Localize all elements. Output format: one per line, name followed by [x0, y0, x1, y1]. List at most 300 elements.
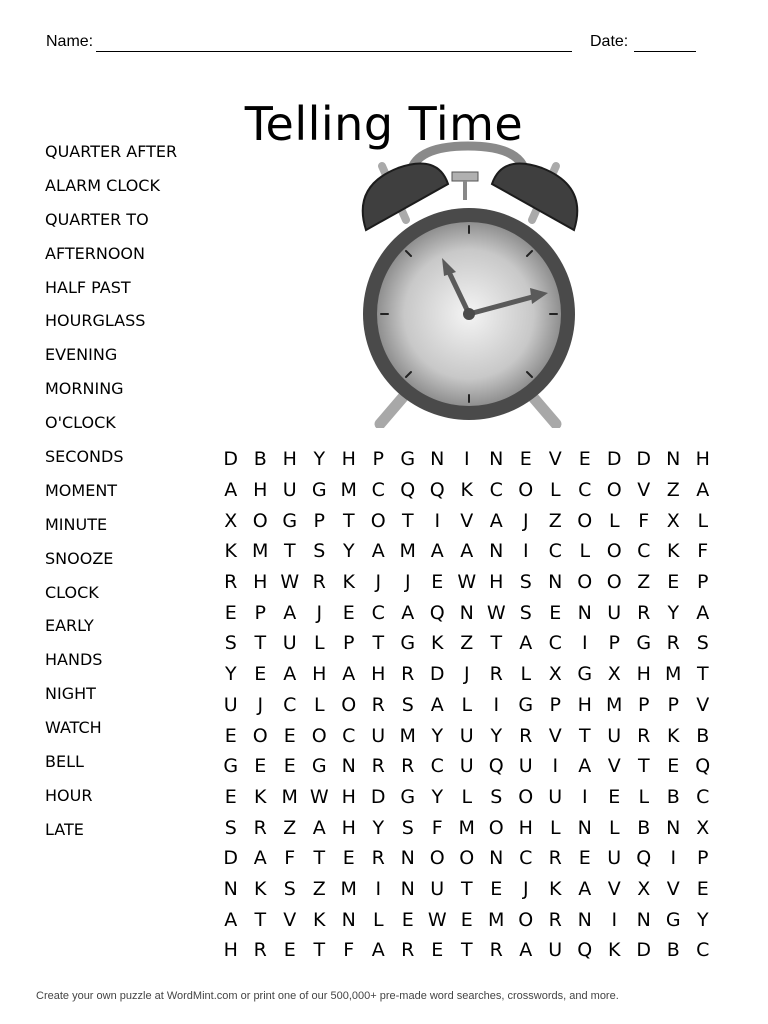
grid-letter: N — [577, 816, 592, 839]
grid-letter: V — [548, 724, 562, 747]
grid-letter: P — [608, 632, 620, 655]
word-list-item: HOURGLASS — [45, 311, 146, 331]
grid-letter: Q — [429, 479, 445, 502]
grid-letter: V — [607, 877, 621, 900]
grid-letter: O — [518, 479, 534, 502]
grid-letter: Q — [429, 601, 445, 624]
grid-letter: K — [667, 540, 680, 563]
grid-letter: Q — [695, 755, 711, 778]
word-list-item: SNOOZE — [45, 548, 114, 568]
grid-letter: E — [224, 601, 237, 624]
grid-letter: A — [430, 693, 444, 716]
grid-letter: S — [696, 632, 709, 655]
grid-letter: E — [578, 847, 591, 870]
grid-letter: U — [459, 755, 474, 778]
grid-letter: O — [606, 571, 622, 594]
grid-letter: J — [375, 571, 382, 594]
grid-letter: R — [253, 816, 267, 839]
grid-letter: K — [549, 877, 562, 900]
grid-letter: L — [638, 785, 650, 808]
grid-letter: Z — [666, 479, 680, 502]
grid-letter: Z — [548, 509, 562, 532]
grid-letter: S — [401, 693, 414, 716]
grid-letter: N — [489, 448, 504, 471]
grid-letter: O — [518, 908, 534, 931]
grid-letter: L — [579, 540, 591, 563]
grid-letter: A — [283, 663, 297, 686]
grid-letter: F — [638, 509, 650, 532]
grid-letter: A — [253, 847, 267, 870]
grid-letter: R — [371, 847, 385, 870]
word-list-item: AFTERNOON — [45, 243, 145, 263]
grid-letter: J — [257, 693, 264, 716]
grid-letter: E — [283, 939, 296, 962]
grid-letter: H — [223, 939, 238, 962]
grid-letter: M — [340, 877, 357, 900]
grid-letter: U — [607, 847, 622, 870]
grid-letter: E — [696, 877, 709, 900]
grid-letter: N — [400, 877, 415, 900]
grid-letter: A — [224, 908, 238, 931]
grid-letter: A — [519, 632, 533, 655]
grid-letter: C — [548, 632, 562, 655]
grid-letter: D — [223, 448, 239, 471]
word-list-item: QUARTER AFTER — [45, 142, 178, 161]
grid-letter: S — [224, 816, 237, 839]
grid-letter: H — [341, 448, 356, 471]
grid-letter: N — [577, 601, 592, 624]
grid-letter: C — [371, 479, 385, 502]
grid-letter: B — [666, 785, 680, 808]
grid-letter: L — [608, 816, 620, 839]
grid-letter: I — [375, 877, 382, 900]
alarm-clock-icon — [358, 138, 582, 428]
grid-letter: L — [313, 632, 325, 655]
grid-letter: J — [522, 877, 529, 900]
grid-letter: T — [490, 632, 503, 655]
grid-letter: E — [224, 724, 237, 747]
grid-letter: K — [224, 540, 237, 563]
grid-letter: G — [400, 785, 416, 808]
grid-letter: O — [341, 693, 357, 716]
grid-letter: X — [637, 877, 651, 900]
grid-letter: N — [577, 908, 592, 931]
grid-letter: S — [224, 632, 237, 655]
grid-letter: E — [667, 755, 680, 778]
grid-letter: I — [581, 785, 588, 808]
grid-letter: W — [309, 785, 329, 808]
grid-letter: T — [313, 939, 326, 962]
grid-letter: C — [519, 847, 533, 870]
grid-letter: F — [284, 847, 296, 870]
grid-letter: P — [343, 632, 355, 655]
grid-letter: E — [283, 724, 296, 747]
grid-letter: O — [577, 571, 593, 594]
grid-letter: I — [463, 448, 470, 471]
grid-letter: P — [638, 693, 650, 716]
word-list-item: CLOCK — [45, 582, 99, 602]
grid-letter: M — [252, 540, 269, 563]
grid-letter: L — [461, 785, 473, 808]
grid-letter: J — [316, 601, 323, 624]
grid-letter: T — [696, 663, 709, 686]
grid-letter: X — [607, 663, 621, 686]
grid-letter: D — [429, 663, 445, 686]
grid-letter: G — [282, 509, 298, 532]
grid-letter: L — [372, 908, 384, 931]
word-list-item: WATCH — [45, 718, 102, 738]
grid-letter: C — [342, 724, 356, 747]
grid-letter: A — [371, 540, 385, 563]
grid-letter: Q — [636, 847, 652, 870]
word-list-item: QUARTER TO — [45, 209, 149, 229]
grid-letter: U — [371, 724, 386, 747]
grid-letter: V — [607, 755, 621, 778]
grid-letter: E — [431, 571, 444, 594]
grid-letter: L — [549, 816, 561, 839]
grid-letter: L — [313, 693, 325, 716]
grid-letter: C — [696, 785, 710, 808]
grid-letter: I — [670, 847, 677, 870]
grid-letter: L — [549, 479, 561, 502]
grid-letter: P — [697, 571, 709, 594]
grid-letter: Q — [400, 479, 416, 502]
grid-letter: H — [341, 816, 356, 839]
grid-letter: C — [548, 540, 562, 563]
grid-letter: A — [696, 479, 710, 502]
grid-letter: E — [254, 755, 267, 778]
word-list-item: LATE — [45, 819, 84, 839]
grid-letter: R — [637, 601, 651, 624]
date-label: Date: — [590, 33, 629, 50]
grid-letter: K — [342, 571, 355, 594]
grid-letter: N — [548, 571, 563, 594]
grid-letter: P — [372, 448, 384, 471]
grid-letter: C — [637, 540, 651, 563]
grid-letter: E — [342, 601, 355, 624]
grid-letter: E — [224, 785, 237, 808]
grid-letter: P — [667, 693, 679, 716]
grid-letter: N — [666, 448, 681, 471]
grid-letter: M — [665, 663, 682, 686]
grid-letter: V — [696, 693, 710, 716]
grid-letter: Q — [577, 939, 593, 962]
grid-letter: T — [342, 509, 355, 532]
grid-letter: Z — [460, 632, 474, 655]
date-field-line — [634, 51, 696, 52]
grid-letter: P — [254, 601, 266, 624]
grid-letter: U — [282, 632, 297, 655]
grid-letter: E — [549, 601, 562, 624]
grid-letter: O — [488, 816, 504, 839]
grid-letter: H — [341, 785, 356, 808]
grid-letter: O — [370, 509, 386, 532]
grid-letter: A — [578, 755, 592, 778]
grid-letter: R — [224, 571, 238, 594]
grid-letter: S — [313, 540, 326, 563]
grid-letter: N — [489, 847, 504, 870]
grid-letter: R — [401, 939, 415, 962]
word-list-item: MOMENT — [45, 480, 118, 500]
word-search-grid — [216, 444, 718, 966]
grid-letter: M — [458, 816, 475, 839]
grid-letter: A — [224, 479, 238, 502]
grid-letter: Y — [490, 724, 503, 747]
grid-letter: W — [280, 571, 300, 594]
grid-letter: O — [252, 509, 268, 532]
grid-letter: H — [489, 571, 504, 594]
grid-letter: R — [312, 571, 326, 594]
grid-letter: C — [578, 479, 592, 502]
grid-letter: Q — [488, 755, 504, 778]
grid-letter: T — [460, 939, 473, 962]
grid-letter: J — [404, 571, 411, 594]
grid-letter: P — [549, 693, 561, 716]
grid-letter: I — [611, 908, 618, 931]
grid-letter: F — [431, 816, 443, 839]
grid-letter: E — [254, 663, 267, 686]
grid-letter: I — [522, 540, 529, 563]
word-list-item: HALF PAST — [45, 277, 131, 297]
grid-letter: T — [372, 632, 385, 655]
grid-letter: D — [223, 847, 239, 870]
word-list — [45, 141, 220, 853]
grid-letter: W — [486, 601, 506, 624]
word-list-item: EVENING — [45, 345, 118, 365]
grid-letter: E — [431, 939, 444, 962]
grid-letter: I — [434, 509, 441, 532]
grid-letter: A — [371, 939, 385, 962]
grid-letter: H — [695, 448, 710, 471]
grid-letter: D — [636, 448, 652, 471]
grid-letter: Y — [667, 601, 680, 624]
grid-letter: U — [223, 693, 238, 716]
grid-letter: Y — [342, 540, 355, 563]
grid-letter: O — [459, 847, 475, 870]
grid-letter: X — [696, 816, 710, 839]
grid-letter: Y — [696, 908, 709, 931]
grid-letter: W — [427, 908, 447, 931]
grid-letter: S — [519, 571, 532, 594]
grid-letter: Z — [283, 816, 297, 839]
grid-letter: E — [519, 448, 532, 471]
grid-letter: C — [430, 755, 444, 778]
grid-letter: R — [519, 724, 533, 747]
grid-letter: E — [283, 755, 296, 778]
grid-letter: A — [401, 601, 415, 624]
grid-letter: I — [581, 632, 588, 655]
grid-letter: A — [578, 877, 592, 900]
grid-letter: S — [519, 601, 532, 624]
grid-letter: U — [548, 785, 563, 808]
word-list-item: EARLY — [45, 616, 94, 636]
grid-letter: Y — [313, 448, 326, 471]
grid-letter: R — [489, 663, 503, 686]
grid-letter: O — [518, 785, 534, 808]
name-label: Name: — [46, 33, 94, 50]
grid-letter: C — [371, 601, 385, 624]
grid-letter: X — [666, 509, 680, 532]
grid-letter: E — [490, 877, 503, 900]
grid-letter: A — [342, 663, 356, 686]
grid-letter: T — [578, 724, 591, 747]
name-field-line — [96, 51, 572, 52]
grid-letter: C — [696, 939, 710, 962]
grid-letter: A — [283, 601, 297, 624]
grid-letter: B — [637, 816, 651, 839]
grid-letter: V — [283, 908, 297, 931]
word-list-item: MORNING — [45, 379, 124, 399]
grid-letter: H — [312, 663, 327, 686]
grid-letter: G — [311, 479, 327, 502]
grid-letter: B — [666, 939, 680, 962]
grid-letter: T — [401, 509, 414, 532]
grid-letter: A — [489, 509, 503, 532]
grid-letter: N — [636, 908, 651, 931]
grid-letter: G — [518, 693, 534, 716]
grid-letter: D — [636, 939, 652, 962]
grid-letter: T — [313, 847, 326, 870]
grid-letter: O — [606, 540, 622, 563]
grid-letter: O — [606, 479, 622, 502]
grid-letter: F — [697, 540, 709, 563]
word-list-item: MINUTE — [45, 514, 108, 534]
grid-letter: T — [637, 755, 650, 778]
grid-letter: M — [281, 785, 298, 808]
word-list-item: HOUR — [45, 785, 93, 805]
grid-letter: E — [342, 847, 355, 870]
word-list-item: NIGHT — [45, 684, 96, 704]
grid-letter: H — [518, 816, 533, 839]
grid-letter: U — [459, 724, 474, 747]
grid-letter: N — [489, 540, 504, 563]
grid-letter: I — [493, 693, 500, 716]
grid-letter: P — [697, 847, 709, 870]
grid-letter: M — [606, 693, 623, 716]
grid-letter: R — [371, 693, 385, 716]
grid-letter: G — [223, 755, 239, 778]
grid-letter: W — [457, 571, 477, 594]
word-list-item: ALARM CLOCK — [45, 175, 160, 195]
grid-letter: H — [577, 693, 592, 716]
grid-letter: N — [341, 755, 356, 778]
grid-letter: R — [401, 663, 415, 686]
grid-letter: T — [254, 632, 267, 655]
grid-letter: R — [666, 632, 680, 655]
grid-letter: K — [254, 877, 267, 900]
grid-letter: Y — [372, 816, 385, 839]
grid-letter: A — [519, 939, 533, 962]
grid-letter: B — [253, 448, 267, 471]
grid-letter: E — [608, 785, 621, 808]
grid-letter: G — [400, 632, 416, 655]
grid-letter: G — [636, 632, 652, 655]
grid-letter: H — [371, 663, 386, 686]
grid-letter: U — [607, 601, 622, 624]
grid-letter: M — [340, 479, 357, 502]
grid-letter: E — [578, 448, 591, 471]
word-list-item: SECONDS — [45, 447, 124, 467]
grid-letter: O — [252, 724, 268, 747]
grid-letter: R — [253, 939, 267, 962]
footer-text: Create your own puzzle at WordMint.com or print one of our 500,000+ pre-made word searches, crosswords, and more. — [36, 990, 619, 1002]
grid-letter: K — [313, 908, 326, 931]
grid-letter: E — [460, 908, 473, 931]
grid-letter: H — [282, 448, 297, 471]
grid-letter: A — [460, 540, 474, 563]
grid-letter: E — [667, 571, 680, 594]
grid-letter: L — [461, 693, 473, 716]
grid-letter: U — [548, 939, 563, 962]
grid-letter: O — [311, 724, 327, 747]
grid-letter: L — [520, 663, 532, 686]
grid-letter: N — [459, 601, 474, 624]
grid-letter: V — [637, 479, 651, 502]
grid-letter: H — [253, 479, 268, 502]
grid-letter: A — [312, 816, 326, 839]
grid-letter: K — [608, 939, 621, 962]
grid-letter: N — [666, 816, 681, 839]
grid-letter: H — [253, 571, 268, 594]
grid-letter: J — [522, 509, 529, 532]
grid-letter: V — [548, 448, 562, 471]
grid-letter: P — [313, 509, 325, 532]
grid-letter: H — [636, 663, 651, 686]
grid-letter: X — [548, 663, 562, 686]
grid-letter: D — [370, 785, 386, 808]
grid-letter: C — [283, 693, 297, 716]
grid-letter: R — [371, 755, 385, 778]
grid-letter: C — [489, 479, 503, 502]
grid-letter: R — [637, 724, 651, 747]
grid-letter: K — [460, 479, 473, 502]
grid-letter: K — [254, 785, 267, 808]
grid-letter: A — [696, 601, 710, 624]
grid-letter: T — [460, 877, 473, 900]
grid-letter: Z — [312, 877, 326, 900]
grid-letter: T — [254, 908, 267, 931]
grid-letter: M — [399, 540, 416, 563]
grid-letter: U — [430, 877, 445, 900]
grid-letter: K — [667, 724, 680, 747]
grid-letter: R — [548, 908, 562, 931]
grid-letter: M — [488, 908, 505, 931]
grid-letter: U — [607, 724, 622, 747]
grid-letter: S — [490, 785, 503, 808]
grid-letter: R — [489, 939, 503, 962]
grid-letter: N — [223, 877, 238, 900]
grid-letter: T — [283, 540, 296, 563]
name-date-header — [46, 33, 706, 55]
grid-letter: G — [665, 908, 681, 931]
grid-letter: B — [696, 724, 710, 747]
word-list-item: O'CLOCK — [45, 413, 116, 433]
grid-letter: Z — [637, 571, 651, 594]
grid-letter: L — [697, 509, 709, 532]
grid-letter: N — [430, 448, 445, 471]
grid-letter: L — [608, 509, 620, 532]
word-list-item: HANDS — [45, 650, 103, 670]
grid-letter: Y — [431, 724, 444, 747]
grid-letter: N — [341, 908, 356, 931]
grid-letter: U — [518, 755, 533, 778]
grid-letter: I — [552, 755, 559, 778]
grid-letter: R — [548, 847, 562, 870]
grid-letter: D — [606, 448, 622, 471]
grid-letter: G — [311, 755, 327, 778]
grid-letter: F — [343, 939, 355, 962]
grid-letter: A — [430, 540, 444, 563]
